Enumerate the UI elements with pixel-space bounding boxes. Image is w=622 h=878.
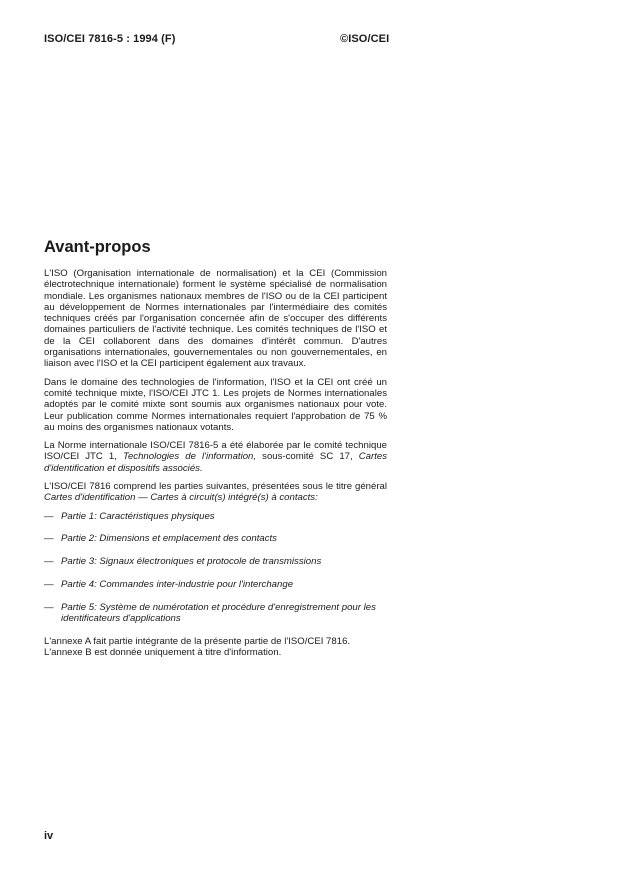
para3-italic-1: Technologies de l'information, [122,451,257,463]
paragraph-jtc1: Dans le domaine des technologies de l'information, l'ISO et la CEI ont créé un comité technique mixte, l'ISO/CEI JTC 1. Les projets de Normes internationales adoptés par le comité mixte sont soumis aux organismes nationaux pour vote. Leur publication comme Normes internationales requiert l'approbation de 75 % au moins des organismes nationaux votants. [44,376,387,433]
para3-text-2: sous-comité SC 17, [256,451,359,463]
list-item [44,533,387,544]
paragraph-elaboration [44,440,387,474]
para3-text: La Norme internationale ISO/CEI 7816-5 a été élaborée par le comité technique ISO/CEI JTC 1, [44,440,387,463]
list-item [44,579,387,590]
list-item-text: Partie 3: Signaux électroniques et protocole de transmissions [61,556,322,568]
list-dash: — [44,556,54,568]
list-dash: — [44,601,54,613]
para4-text: L'ISO/CEI 7816 comprend les parties suivantes, présentées sous le titre général [44,481,387,493]
list-item-text: Partie 4: Commandes inter-industrie pour l'interchange [61,579,294,591]
list-item-text: Partie 1: Caractéristiques physiques [61,510,215,522]
list-item-text: Partie 5: Système de numérotation et procédure d'enregistrement pour les identificateurs d'applications [61,601,376,625]
paragraph-iso-cei: L'ISO (Organisation internationale de normalisation) et la CEI (Commission électrotechnique internationale) forment le système spécialisé de normalisation mondiale. Les organismes nationaux membres de l'ISO ou de la CEI participent au développement de Normes internationales par l'intermédiaire des comités techniques créés par l'organisation concernée afin de s'occuper des différents domaines particuliers de l'activité technique. Les comités techniques de l'ISO et de la CEI collaborent dans des domaines d'intérêt commun. D'autres organisations internationales, gouvernementales ou non gouvernementales, en liaison avec l'ISO et la CEI participent également aux travaux. [44,268,387,370]
list-item-text: Partie 2: Dimensions et emplacement des contacts [61,533,277,545]
list-item [44,556,387,567]
document-id: ISO/CEI 7816-5 : 1994 (F) [44,33,176,45]
page-title: Avant-propos [44,238,151,256]
parts-list [44,511,387,625]
para4-italic: Cartes d'identification — Cartes à circuit(s) intégré(s) à contacts: [44,492,318,504]
list-dash: — [44,579,54,591]
foreword-body [44,268,387,659]
list-dash: — [44,510,54,522]
annex-b-note: L'annexe B est donnée uniquement à titre d'information. [44,647,282,659]
list-item [44,511,387,522]
para3-italic-2: Cartes d'identification et dispositifs associés. [44,451,387,474]
copyright-notice: ©ISO/CEI [340,33,390,45]
page-number: iv [44,830,54,842]
paragraph-parts-intro [44,481,387,504]
annex-a-note: L'annexe A fait partie intégrante de la présente partie de l'ISO/CEI 7816. [44,635,351,647]
list-dash: — [44,533,54,545]
annex-notes [44,636,387,659]
list-item [44,602,387,625]
